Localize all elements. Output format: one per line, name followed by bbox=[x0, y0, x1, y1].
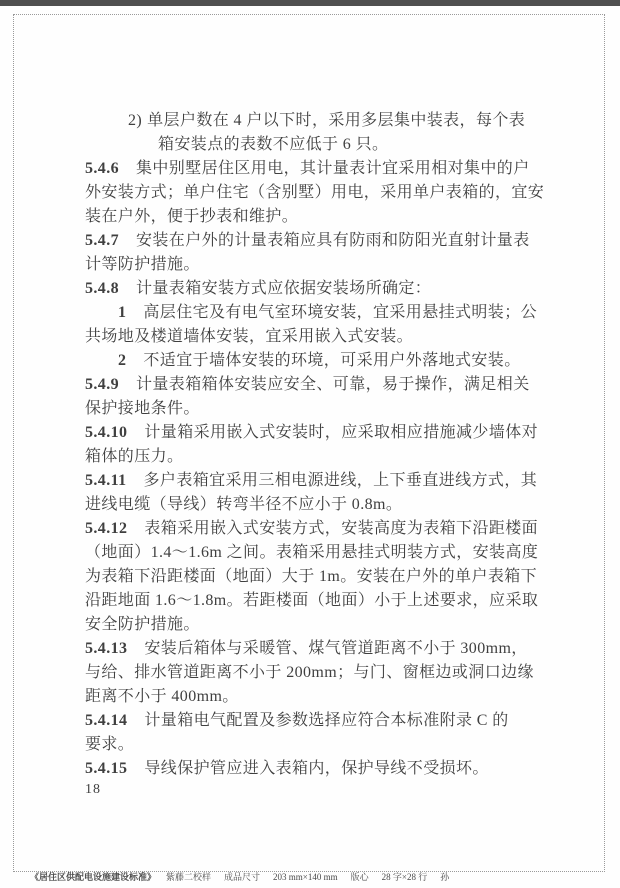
scan-edge-bar bbox=[0, 0, 620, 6]
footer-segment: 成品尺寸 bbox=[224, 872, 261, 882]
line-text: 计等防护措施。 bbox=[85, 256, 200, 273]
clause-number: 5.4.8 bbox=[85, 280, 119, 297]
line-text: 安装在户外的计量表箱应具有防雨和防阳光直射计量表 bbox=[136, 232, 530, 249]
clause-line bbox=[85, 277, 545, 301]
text-line bbox=[85, 253, 545, 277]
footer-segment: 203 mm×140 mm bbox=[273, 872, 338, 882]
text-line bbox=[85, 301, 545, 325]
clause-number: 5.4.10 bbox=[85, 424, 128, 441]
clause-line bbox=[85, 157, 545, 181]
footer-segment: 孙 bbox=[440, 872, 450, 882]
text-line bbox=[85, 133, 545, 157]
line-text: 不适宜于墙体安装的环境，可采用户外落地式安装。 bbox=[143, 352, 521, 369]
line-text: 与给、排水管道距离不小于 200mm；与门、窗框边或洞口边缘 bbox=[85, 664, 534, 681]
text-line bbox=[85, 349, 545, 373]
clause-line bbox=[85, 373, 545, 397]
clause-number: 2) bbox=[128, 112, 143, 129]
text-line bbox=[85, 493, 545, 517]
text-line bbox=[85, 109, 545, 133]
text-line bbox=[85, 733, 545, 757]
line-text: 单层户数在 4 户以下时，采用多层集中装表，每个表 bbox=[147, 112, 526, 129]
line-text: 保护接地条件。 bbox=[85, 400, 200, 417]
footer-segment: 紫藤二校样 bbox=[166, 872, 212, 882]
line-text: 表箱采用嵌入式安装方式，安装高度为表箱下沿距楼面 bbox=[144, 520, 539, 537]
footer-book-title: 《居住区供配电设施建设标准》 bbox=[30, 872, 157, 882]
clause-line bbox=[85, 709, 545, 733]
clause-number: 5.4.12 bbox=[85, 520, 128, 537]
line-text: 为表箱下沿距楼面（地面）大于 1m。安装在户外的单户表箱下 bbox=[85, 568, 538, 585]
clause-number: 5.4.7 bbox=[85, 232, 119, 249]
clause-line bbox=[85, 517, 545, 541]
clause-line bbox=[85, 421, 545, 445]
line-text: 要求。 bbox=[85, 736, 135, 753]
footer-segment: 版心 bbox=[350, 872, 369, 882]
line-text: （地面）1.4～1.6m 之间。表箱采用悬挂式明装方式，安装高度 bbox=[85, 544, 539, 561]
body-text-block bbox=[85, 109, 545, 781]
line-text: 装在户外，便于抄表和维护。 bbox=[85, 208, 299, 225]
line-text: 外安装方式；单户住宅（含别墅）用电，采用单户表箱的，宜安 bbox=[85, 184, 545, 201]
text-line bbox=[85, 661, 545, 685]
line-text: 集中别墅居住区用电，其计量表计宜采用相对集中的户 bbox=[136, 160, 530, 177]
clause-number: 5.4.11 bbox=[85, 472, 127, 489]
clause-line bbox=[85, 469, 545, 493]
clause-number: 5.4.6 bbox=[85, 160, 119, 177]
line-text: 计量箱电气配置及参数选择应符合本标准附录 C 的 bbox=[144, 712, 509, 729]
text-line bbox=[85, 205, 545, 229]
footer-segment: 28 字×28 行 bbox=[381, 872, 428, 882]
text-line bbox=[85, 181, 545, 205]
clause-number: 5.4.15 bbox=[85, 760, 128, 777]
clause-number: 5.4.14 bbox=[85, 712, 128, 729]
line-text: 进线电缆（导线）转弯半径不应小于 0.8m。 bbox=[85, 496, 403, 513]
clause-line bbox=[85, 229, 545, 253]
proof-footer bbox=[30, 870, 605, 883]
line-text: 导线保护管应进入表箱内，保护导线不受损坏。 bbox=[144, 760, 489, 777]
line-text: 计量表箱箱体安装应安全、可靠，易于操作，满足相关 bbox=[136, 376, 530, 393]
text-line bbox=[85, 565, 545, 589]
page-number: 18 bbox=[85, 782, 101, 797]
text-line bbox=[85, 685, 545, 709]
line-text: 箱体的压力。 bbox=[85, 448, 184, 465]
text-line bbox=[85, 445, 545, 469]
text-line bbox=[85, 589, 545, 613]
line-text: 计量箱采用嵌入式安装时，应采取相应措施减少墙体对 bbox=[144, 424, 539, 441]
clause-number: 5.4.9 bbox=[85, 376, 119, 393]
line-text: 多户表箱宜采用三相电源进线，上下垂直进线方式，其 bbox=[143, 472, 538, 489]
line-text: 距离不小于 400mm。 bbox=[85, 688, 239, 705]
text-line bbox=[85, 397, 545, 421]
clause-number: 2 bbox=[118, 352, 127, 369]
text-line bbox=[85, 325, 545, 349]
line-text: 安装后箱体与采暖管、煤气管道距离不小于 300mm， bbox=[144, 640, 528, 657]
line-text: 共场地及楼道墙体安装，宜采用嵌入式安装。 bbox=[85, 328, 414, 345]
line-text: 沿距地面 1.6～1.8m。若距楼面（地面）小于上述要求，应采取 bbox=[85, 592, 539, 609]
text-line bbox=[85, 613, 545, 637]
text-line bbox=[85, 541, 545, 565]
line-text: 箱安装点的表数不应低于 6 只。 bbox=[158, 136, 389, 153]
line-text: 高层住宅及有电气室环境安装，宜采用悬挂式明装；公 bbox=[143, 304, 538, 321]
clause-number: 5.4.13 bbox=[85, 640, 128, 657]
clause-line bbox=[85, 757, 545, 781]
clause-line bbox=[85, 637, 545, 661]
line-text: 计量表箱安装方式应依据安装场所确定： bbox=[136, 280, 432, 297]
clause-number: 1 bbox=[118, 304, 127, 321]
line-text: 安全防护措施。 bbox=[85, 616, 200, 633]
